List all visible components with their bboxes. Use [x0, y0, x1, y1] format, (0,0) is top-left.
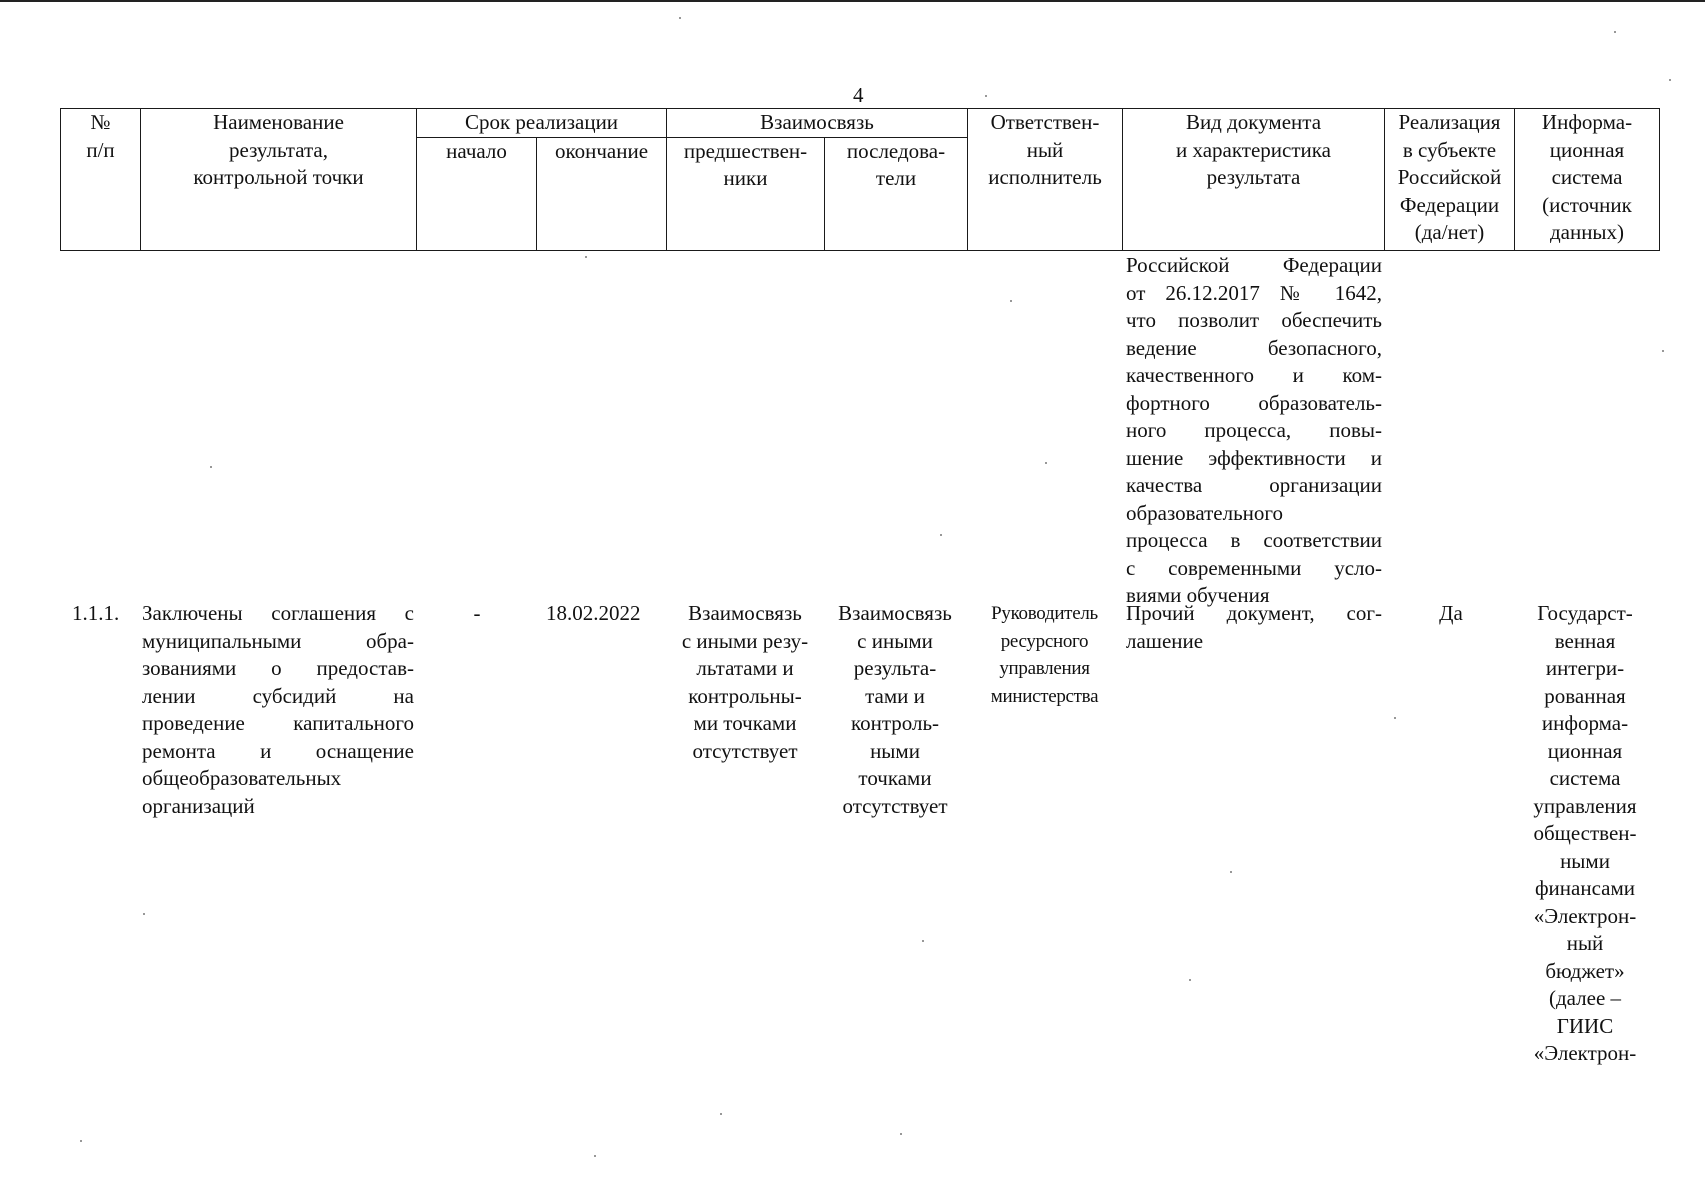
- header-col-number: № п/п: [61, 109, 141, 251]
- header-col-info-system: Информа- ционная система (источник данных): [1515, 109, 1660, 251]
- scan-speck: [1010, 300, 1012, 302]
- row-end-date: 18.02.2022: [546, 601, 641, 625]
- row-region: Да: [1439, 601, 1463, 625]
- row-info-system: Государст- венная интегри- рованная информа- ционная система управления обществен- ными финансами «Электрон- ный бюджет» (далее – ГИИС «Электрон-: [1533, 601, 1637, 1065]
- scan-speck: [922, 940, 924, 942]
- scan-speck: [210, 466, 212, 468]
- header-col-link: Взаимосвязь: [667, 109, 968, 138]
- scan-speck: [1394, 717, 1396, 719]
- scan-speck: [1230, 871, 1232, 873]
- scan-speck: [900, 1133, 902, 1135]
- scan-speck: [1045, 462, 1047, 464]
- header-col-region: Реализация в субъекте Российской Федерации (да/нет): [1385, 109, 1515, 251]
- header-col-predecessors: предшествен- ники: [667, 137, 825, 250]
- header-col-end: окончание: [537, 137, 667, 250]
- header-col-start: начало: [417, 137, 537, 250]
- scan-speck: [720, 1113, 722, 1115]
- row-responsible: Руководитель ресурсного управления министерства: [990, 603, 1099, 707]
- row-document: Прочий документ, сог- лашение: [1126, 601, 1382, 653]
- scan-speck: [585, 256, 587, 258]
- row-start-date: -: [473, 601, 481, 625]
- scan-speck: [1662, 350, 1664, 352]
- scan-speck: [1189, 979, 1191, 981]
- scan-speck: [1669, 79, 1671, 81]
- scan-speck: [143, 913, 145, 915]
- row-name: Заключены соглашения с муниципальными обра- зованиями о предостав- лении субсидий на проведение капитального ремонта и оснащение общеобразовательных организаций: [142, 601, 414, 818]
- scan-speck: [1614, 31, 1616, 33]
- row-number: 1.1.1.: [72, 601, 120, 625]
- header-col-term: Срок реализации: [417, 109, 667, 138]
- header-col-successors: последова- тели: [825, 137, 968, 250]
- header-col-responsible: Ответствен- ный исполнитель: [968, 109, 1123, 251]
- header-col-name: Наименование результата, контрольной точки: [141, 109, 417, 251]
- row-predecessors: Взаимосвязь с иными резу- льтатами и контрольны- ми точками отсутствует: [681, 601, 809, 763]
- scan-speck: [594, 1155, 596, 1157]
- header-col-document: Вид документа и характеристика результата: [1123, 109, 1385, 251]
- continuation-document-text: Российской Федерации от 26.12.2017 № 1642, что позволит обеспечить ведение безопасного, качественного и ком- фортного образователь- ного процесса, повы- шение эффективности и качества организации образовательного процесса в соответствии с современными усло- виями обучения: [1126, 253, 1382, 607]
- table-header: [60, 108, 1660, 251]
- scan-speck: [679, 17, 681, 19]
- row-successors: Взаимосвязь с иными результа- тами и контроль- ными точками отсутствует: [838, 601, 952, 818]
- scan-speck: [940, 534, 942, 536]
- top-border-line: [0, 0, 1705, 2]
- page-number: 4: [853, 83, 864, 107]
- scan-speck: [80, 1140, 82, 1142]
- scan-speck: [985, 95, 987, 97]
